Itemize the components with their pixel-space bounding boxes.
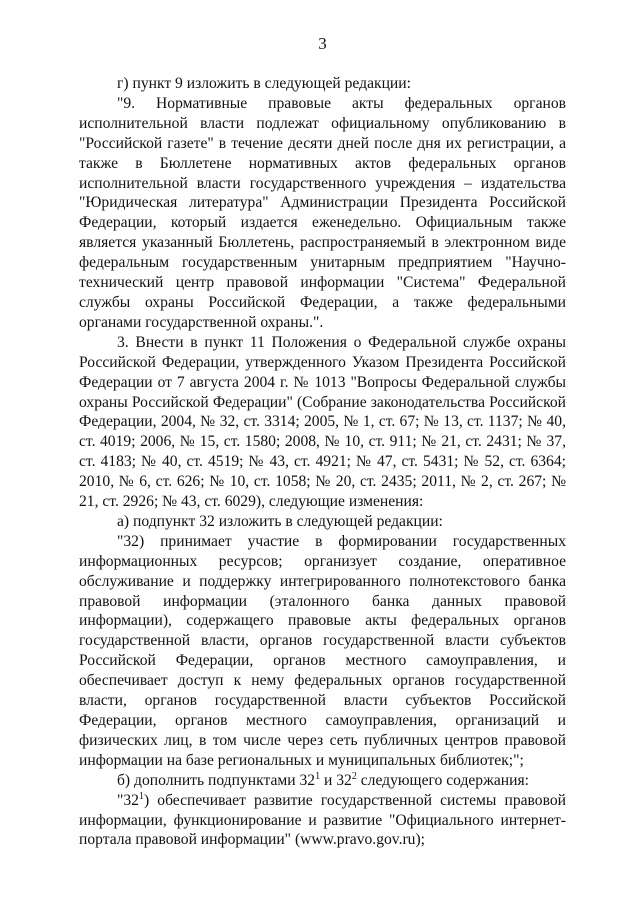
paragraph-b-text-2: и 32	[320, 771, 352, 789]
paragraph-b	[79, 771, 566, 791]
paragraph-b-text-1: б) дополнить подпунктами 32	[117, 771, 316, 789]
superscript: 1	[138, 790, 144, 802]
paragraph-c-text-1: "32	[117, 791, 139, 809]
paragraph-item-32-1	[79, 791, 566, 851]
paragraph-a: а) подпункт 32 изложить в следующей редакции:	[117, 512, 443, 530]
paragraph-b-text-3: следующего содержания:	[356, 771, 529, 789]
paragraph-item-32: "32) принимает участие в формировании государственных информационных ресурсов; организует создание, оперативное обслуживание и поддержку интегрированного полнотекстового банка правовой информации (эталонного банка данных правовой информации), содержащего правовые акты федеральных органов государственной власти, органов государственной власти субъектов Российской Федерации, органов местного самоуправления, и обеспечивает доступ к нему федеральных органов государственной власти, органов государственной власти субъектов Российской Федерации, органов местного самоуправления, организаций и физических лиц, в том числе через сеть публичных центров правовой информации на базе региональных и муниципальных библиотек;";	[79, 532, 566, 769]
paragraph-3: 3. Внести в пункт 11 Положения о Федеральной службе охраны Российской Федерации, утвержденного Указом Президента Российской Федерации от 7 августа 2004 г. № 1013 "Вопросы Федеральной службы охраны Российской Федерации" (Собрание законодательства Российской Федерации, 2004, № 32, ст. 3314; 2005, № 1, ст. 67; № 13, ст. 1137; № 40, ст. 4019; 2006, № 15, ст. 1580; 2008, № 10, ст. 911; № 21, ст. 2431; № 37, ст. 4183; № 40, ст. 4519; № 43, ст. 4921; № 47, ст. 5431; № 52, ст. 6364; 2010, № 6, ст. 626; № 10, ст. 1058; № 20, ст. 2435; 2011, № 2, ст. 267; № 21, ст. 2926; № 43, ст. 6029), следующие изменения:	[79, 333, 566, 511]
superscript: 1	[315, 770, 321, 782]
paragraph-c-text-2: ) обеспечивает развитие государственной системы правовой информации, функционирование и развитие "Официального интернет-портала правовой информации" (www.pravo.gov.ru);	[79, 791, 566, 849]
paragraph-item-9: "9. Нормативные правовые акты федеральных органов исполнительной власти подлежат официальному опубликованию в "Российской газете" в течение десяти дней после дня их регистрации, а также в Бюллетене нормативных актов федеральных органов исполнительной власти государственного учреждения – издательства "Юридическая литература" Администрации Президента Российской Федерации, который издается еженедельно. Официальным также является указанный Бюллетень, распространяемый в электронном виде федеральным государственным унитарным предприятием "Научно-технический центр правовой информации "Система" Федеральной службы охраны Российской Федерации, а также федеральными органами государственной охраны.".	[79, 94, 566, 331]
paragraph-g: г) пункт 9 изложить в следующей редакции:	[117, 75, 411, 92]
page-number: 3	[318, 34, 327, 53]
superscript: 2	[351, 770, 357, 782]
